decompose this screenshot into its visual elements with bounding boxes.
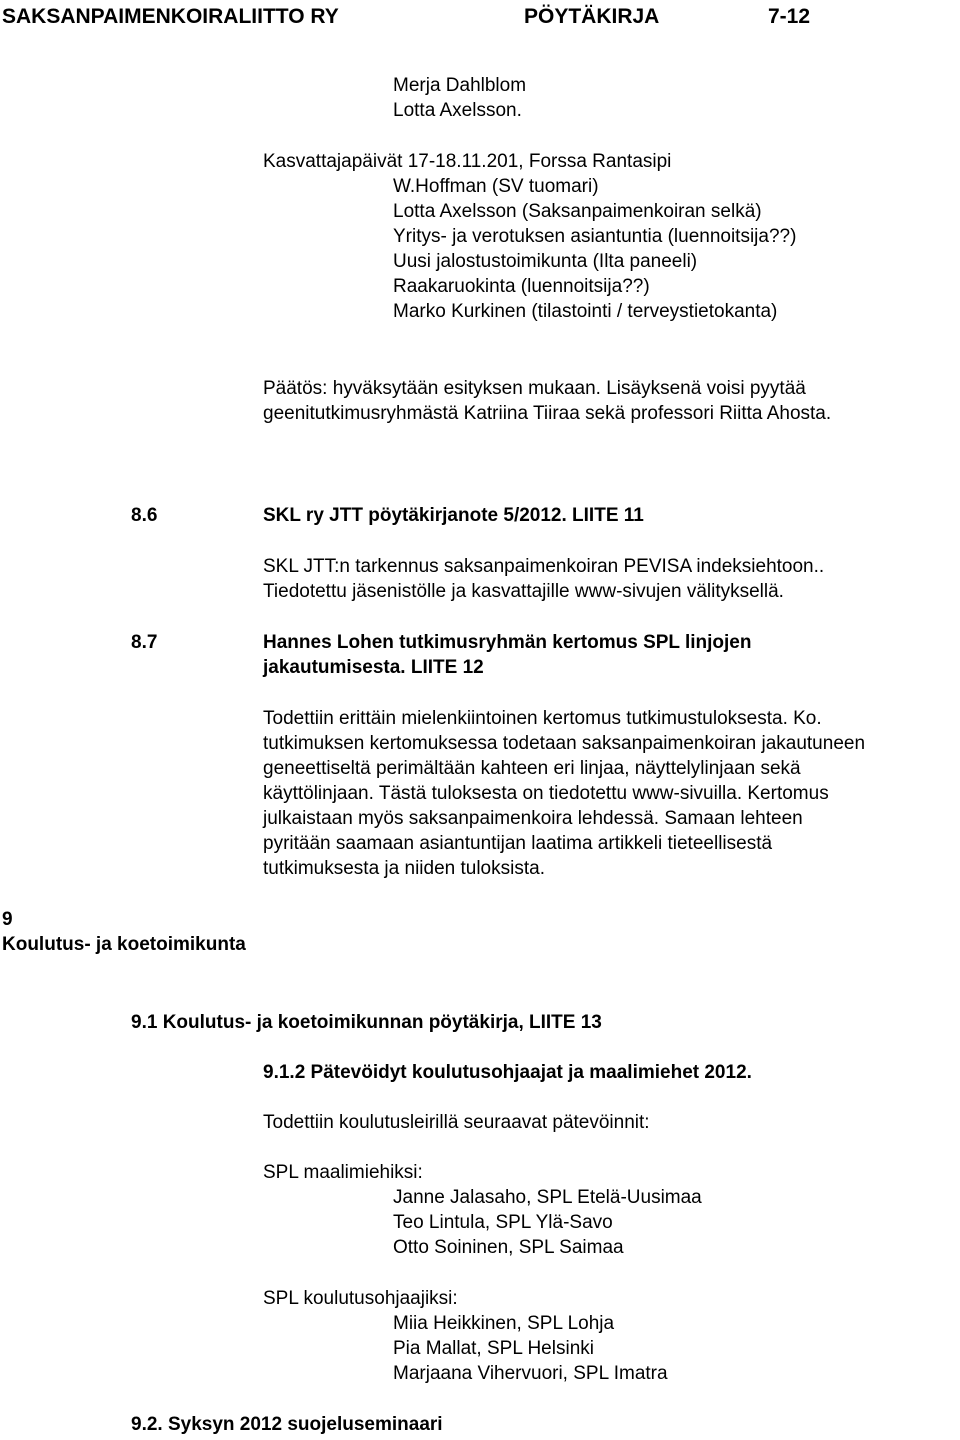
body-text: tutkimuksen kertomuksessa todetaan saksanpaimenkoiran jakautuneen <box>263 733 866 754</box>
section-number: 8.7 <box>131 632 158 653</box>
body-text: käyttölinjaan. Tästä tuloksesta on tiedotettu www-sivuilla. Kertomus <box>263 783 829 804</box>
list-item: Lotta Axelsson (Saksanpaimenkoiran selkä) <box>393 201 762 222</box>
section-title: jakautumisesta. LIITE 12 <box>263 657 484 678</box>
list-item: Miia Heikkinen, SPL Lohja <box>393 1313 615 1334</box>
decision-text: geenitutkimusryhmästä Katriina Tiiraa sekä professori Riitta Ahosta. <box>263 403 832 424</box>
section-number: 8.6 <box>131 505 158 526</box>
body-text: Todettiin erittäin mielenkiintoinen kertomus tutkimustuloksesta. Ko. <box>263 708 822 729</box>
list-item: Yritys- ja verotuksen asiantuntia (luennoitsija??) <box>393 226 797 247</box>
subsection-title: 9.1.2 Pätevöidyt koulutusohjaajat ja maalimiehet 2012. <box>263 1062 752 1083</box>
list-item: Marko Kurkinen (tilastointi / terveystietokanta) <box>393 301 778 322</box>
body-text: geneettiseltä perimältään kahteen eri linjaa, näyttelylinjaan sekä <box>263 758 801 779</box>
list-label: SPL koulutusohjaajiksi: <box>263 1288 458 1309</box>
section-title: SKL ry JTT pöytäkirjanote 5/2012. LIITE 11 <box>263 505 644 526</box>
list-item: Teo Lintula, SPL Ylä-Savo <box>393 1212 613 1233</box>
list-item: Marjaana Vihervuori, SPL Imatra <box>393 1363 668 1384</box>
list-item: Merja Dahlblom <box>393 75 527 96</box>
list-item: Lotta Axelsson. <box>393 100 522 121</box>
document-type: PÖYTÄKIRJA <box>524 5 660 28</box>
section-title: 9.2. Syksyn 2012 suojeluseminaari <box>131 1414 443 1435</box>
list-label: SPL maalimiehiksi: <box>263 1162 423 1183</box>
body-text: SKL JTT:n tarkennus saksanpaimenkoiran PEVISA indeksiehtoon.. <box>263 556 825 577</box>
breeder-days-title: Kasvattajapäivät 17-18.11.201, Forssa Rantasipi <box>263 151 672 172</box>
body-text: julkaistaan myös saksanpaimenkoira lehdessä. Samaan lehteen <box>263 808 803 829</box>
list-item: Raakaruokinta (luennoitsija??) <box>393 276 650 297</box>
section-title: 9.1 Koulutus- ja koetoimikunnan pöytäkirja, LIITE 13 <box>131 1012 602 1033</box>
section-heading: Koulutus- ja koetoimikunta <box>2 934 246 955</box>
list-item: Uusi jalostustoimikunta (Ilta paneeli) <box>393 251 698 272</box>
organization-name: SAKSANPAIMENKOIRALIITTO RY <box>2 5 339 28</box>
body-text: tutkimuksesta ja niiden tuloksista. <box>263 858 545 879</box>
body-text: Todettiin koulutusleirillä seuraavat pätevöinnit: <box>263 1112 650 1133</box>
list-item: Pia Mallat, SPL Helsinki <box>393 1338 594 1359</box>
section-title: Hannes Lohen tutkimusryhmän kertomus SPL linjojen <box>263 632 752 653</box>
page-number: 7-12 <box>768 5 811 28</box>
list-item: W.Hoffman (SV tuomari) <box>393 176 599 197</box>
section-number: 9 <box>2 909 13 930</box>
body-text: Tiedotettu jäsenistölle ja kasvattajille www-sivujen välityksellä. <box>263 581 784 602</box>
list-item: Janne Jalasaho, SPL Etelä-Uusimaa <box>393 1187 702 1208</box>
body-text: pyritään saamaan asiantuntijan laatima artikkeli tieteellisestä <box>263 833 773 854</box>
list-item: Otto Soininen, SPL Saimaa <box>393 1237 624 1258</box>
decision-text: Päätös: hyväksytään esityksen mukaan. Lisäyksenä voisi pyytää <box>263 378 806 399</box>
